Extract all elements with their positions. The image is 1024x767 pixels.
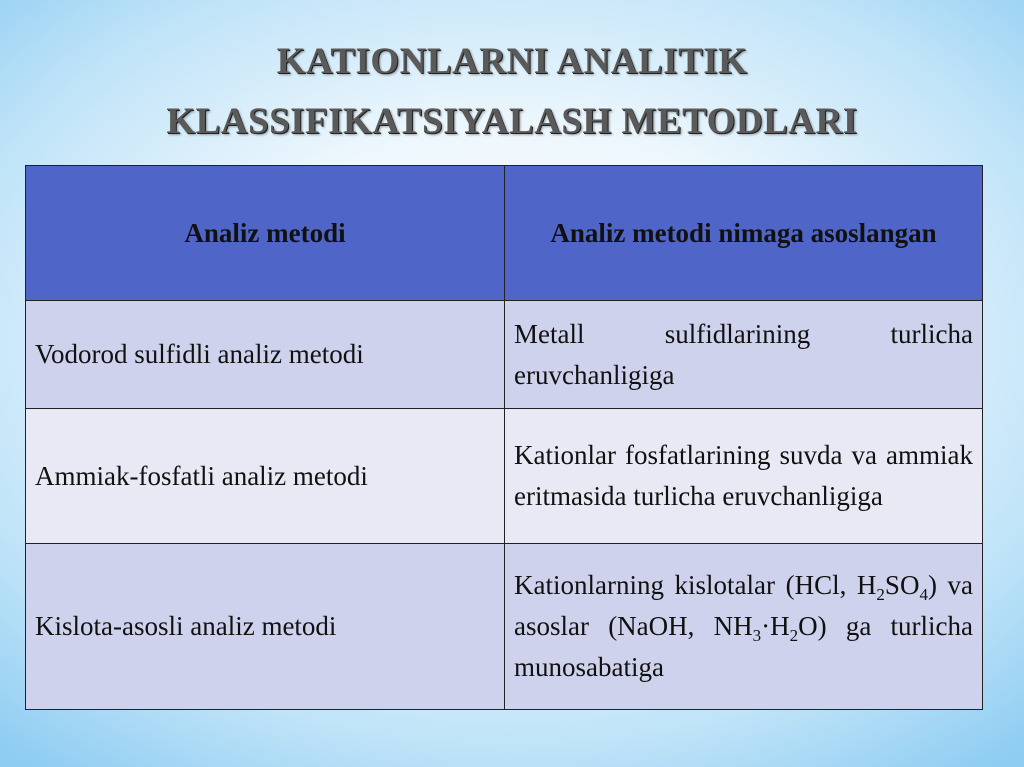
table-row	[26, 409, 983, 544]
basis-cell	[505, 544, 983, 710]
basis-text: Kationlarning kislotalar (HCl, H	[514, 570, 877, 600]
basis-cell: Kationlar fosfatlarining suvda va ammiak eritmasida turlicha eruvchanligiga	[505, 409, 983, 544]
method-cell: Kislota-asosli analiz metodi	[26, 544, 505, 710]
subscript: 2	[876, 585, 885, 604]
basis-text: ) va asoslar (NaOH, NH	[514, 570, 973, 641]
subscript: 3	[752, 626, 762, 645]
table-row	[26, 301, 983, 409]
basis-text: ·H	[761, 611, 790, 641]
table-row	[26, 544, 983, 710]
method-cell: Vodorod sulfidli analiz metodi	[26, 301, 505, 409]
methods-table	[25, 165, 983, 710]
header-method: Analiz metodi	[26, 166, 505, 301]
subscript: 4	[919, 585, 928, 604]
header-basis: Analiz metodi nimaga asoslangan	[505, 166, 983, 301]
slide-title-line-2: KLASSIFIKATSIYALASH METODLARI	[166, 101, 858, 142]
table-header-row	[26, 166, 983, 301]
method-cell: Ammiak-fosfatli analiz metodi	[26, 409, 505, 544]
basis-cell: Metall sulfidlarining turlicha eruvchanligiga	[505, 301, 983, 409]
slide-title-line-1: KATIONLARNI ANALITIK	[276, 41, 748, 82]
subscript: 2	[789, 626, 799, 645]
basis-text: O) ga turlicha munosabatiga	[514, 611, 973, 682]
basis-text: SO	[884, 570, 920, 600]
